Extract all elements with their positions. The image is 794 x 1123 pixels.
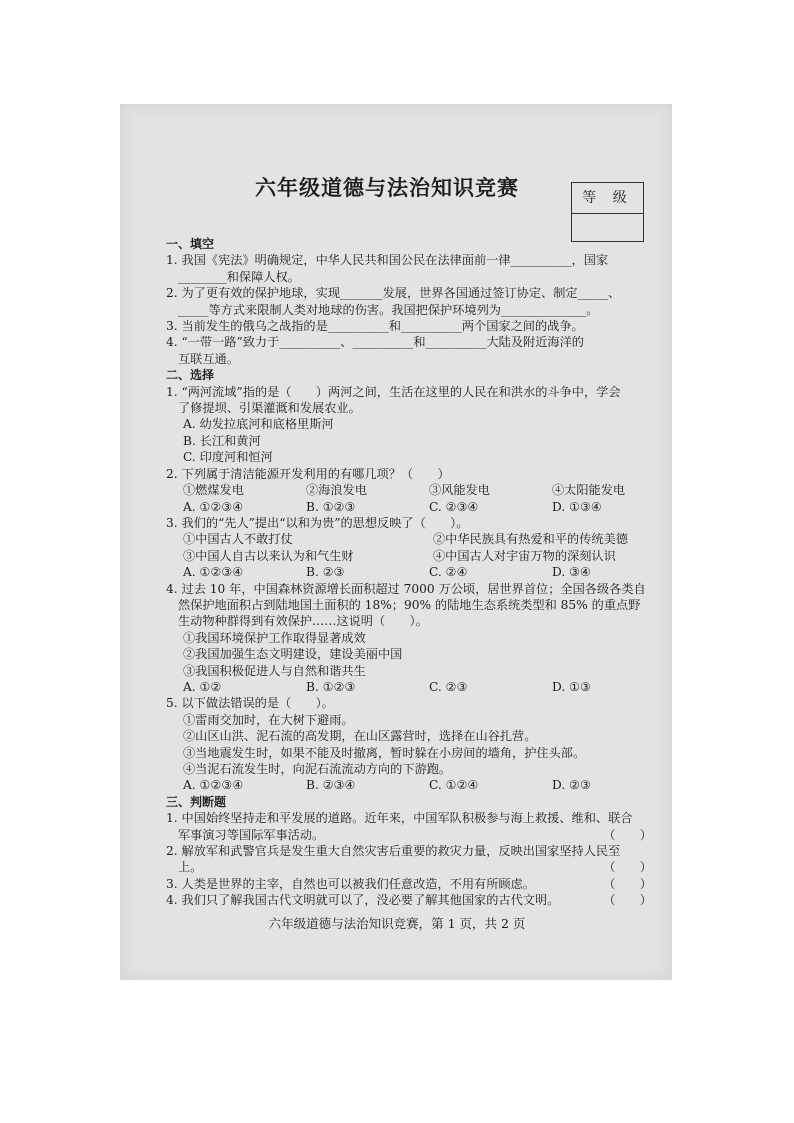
fill-q4: 4. “一带一路”致力于__________、__________和__________大陆及附近海洋的	[166, 335, 584, 350]
choice-q5-item: ①雷雨交加时，在大树下避雨。	[183, 712, 354, 727]
choice-q3-item: ②中华民族具有热爱和平的传统美德	[433, 532, 628, 547]
judge-q1: 1. 中国始终坚持走和平发展的道路。近年来，中国军队积极参与海上救援、维和、联合	[166, 811, 633, 826]
choice-q5-option: A. ①②③④	[183, 778, 244, 793]
section-choice: 二、选择	[166, 368, 215, 383]
choice-q2-item: ③风能发电	[429, 483, 490, 498]
choice-q3-items-row1	[166, 531, 652, 547]
choice-q2-option: A. ①②③④	[183, 499, 244, 514]
judge-q2: 2. 解放军和武警官兵是发生重大自然灾害后重要的救灾力量，反映出国家坚持人民至	[166, 844, 621, 859]
judge-q3	[166, 876, 652, 892]
choice-q4-cont: 然保护地面积占到陆地国土面积的 18%；90% 的陆地生态系统类型和 85% 的重点野	[178, 597, 641, 612]
judge-q3-text: 3. 人类是世界的主宰，自然也可以被我们任意改造，不用有所顾虑。	[166, 876, 535, 891]
choice-q4-item: ②我国加强生态文明建设，建设美丽中国	[183, 647, 403, 662]
choice-q1-option-c: C. 印度河和恒河	[183, 450, 273, 465]
fill-q3: 3. 当前发生的俄乌之战指的是__________和__________两个国家之间的战争。	[166, 319, 584, 334]
choice-q2-item: ①燃煤发电	[183, 483, 244, 498]
choice-q5-option: C. ①②④	[429, 778, 479, 793]
choice-q4: 4. 过去 10 年，中国森林资源增长面积超过 7000 万公顷，居世界首位；全国各级各类自	[166, 581, 646, 596]
choice-q2-item: ④太阳能发电	[552, 483, 626, 498]
choice-q3: 3. 我们的“先人”提出“以和为贵”的思想反映了（ ）。	[166, 515, 469, 530]
choice-q2-option: B. ①②③	[306, 499, 356, 514]
choice-q4-cont: 生动物种群得到有效保护……这说明（ ）。	[178, 614, 428, 629]
choice-q4-option: C. ②③	[429, 679, 468, 694]
judge-q2-text: 上。	[178, 860, 203, 875]
choice-q5: 5. 以下做法错误的是（ ）。	[166, 696, 334, 711]
choice-q1-option-b: B. 长江和黄河	[183, 433, 261, 448]
choice-q5-item: ④当泥石流发生时，向泥石流流动方向的下游跑。	[183, 762, 452, 776]
choice-q2-item: ②海浪发电	[306, 483, 367, 498]
choice-q3-option: B. ②③	[306, 565, 345, 580]
page-title: 六年级道德与法治知识竞赛	[255, 176, 519, 200]
choice-q3-option: D. ③④	[552, 565, 591, 580]
fill-q1: 1. 我国《宪法》明确规定，中华人民共和国公民在法律面前一律__________，国家	[166, 253, 609, 268]
fill-q2-cont: _____等方式来限制人类对地球的伤害。我国把保护环境列为______________。	[178, 302, 599, 317]
choice-q3-options	[166, 564, 652, 580]
choice-q2-options	[166, 499, 652, 515]
choice-q4-options	[166, 679, 652, 695]
grade-label: 等 级	[572, 183, 643, 214]
choice-q4-option: B. ①②③	[306, 679, 356, 694]
judge-q4	[166, 892, 652, 908]
choice-q3-item: ①中国古人不敢打仗	[183, 532, 293, 547]
choice-q1: 1. “两河流域”指的是（ ）两河之间，生活在这里的人民在和洪水的斗争中，学会	[166, 384, 621, 399]
choice-q5-option: B. ②③④	[306, 778, 356, 793]
choice-q5-options	[166, 777, 652, 793]
choice-q4-option: A. ①②	[183, 679, 222, 694]
choice-q2-option: C. ②③④	[429, 499, 479, 514]
fill-q4-cont: 互联互通。	[178, 351, 239, 366]
choice-q4-item: ①我国环境保护工作取得显著成效	[183, 630, 366, 645]
judge-q2-cont	[166, 859, 652, 875]
choice-q1-cont: 了修提坝、引渠灌溉和发展农业。	[178, 401, 361, 416]
judge-q1-text: 军事演习等国际军事活动。	[178, 827, 325, 842]
answer-paren: （ ）	[603, 893, 652, 908]
exam-content	[166, 236, 652, 909]
choice-q3-item: ③中国人自古以来认为和气生财	[183, 548, 354, 563]
grade-box	[571, 182, 644, 242]
section-fill: 一、填空	[166, 237, 215, 251]
choice-q3-option: C. ②④	[429, 565, 468, 580]
choice-q1-option-a: A. 幼发拉底河和底格里斯河	[183, 417, 334, 432]
section-judge: 三、判断题	[166, 794, 227, 809]
choice-q3-option: A. ①②③④	[183, 565, 244, 580]
choice-q3-item: ④中国古人对宇宙万物的深刻认识	[433, 548, 616, 563]
choice-q3-items-row2	[166, 548, 652, 564]
answer-paren: （ ）	[603, 876, 652, 891]
choice-q2: 2. 下列属于清洁能源开发利用的有哪几项？（ ）	[166, 466, 450, 481]
choice-q5-option: D. ②③	[552, 778, 591, 793]
fill-q1-cont: ________和保障人权。	[178, 269, 300, 284]
choice-q5-item: ②山区山洪、泥石流的高发期，在山区露营时，选择在山谷扎营。	[183, 729, 537, 744]
choice-q4-option: D. ①③	[552, 679, 591, 694]
answer-paren: （ ）	[603, 827, 652, 842]
answer-paren: （ ）	[603, 860, 652, 875]
choice-q5-item: ③当地震发生时，如果不能及时撤离，暂时躲在小房间的墙角，护住头部。	[183, 745, 586, 760]
choice-q4-item: ③我国积极促进人与自然和谐共生	[183, 663, 366, 678]
judge-q4-text: 4. 我们只了解我国古代文明就可以了，没必要了解其他国家的古代文明。	[166, 893, 560, 908]
choice-q2-option: D. ①③④	[552, 499, 602, 514]
judge-q1-cont	[166, 827, 652, 843]
choice-q2-items	[166, 482, 652, 498]
page-footer: 六年级道德与法治知识竞赛，第 1 页，共 2 页	[268, 916, 526, 931]
fill-q2: 2. 为了更有效的保护地球，实现_______发展，世界各国通过签订协定、制定_____、	[166, 286, 621, 301]
